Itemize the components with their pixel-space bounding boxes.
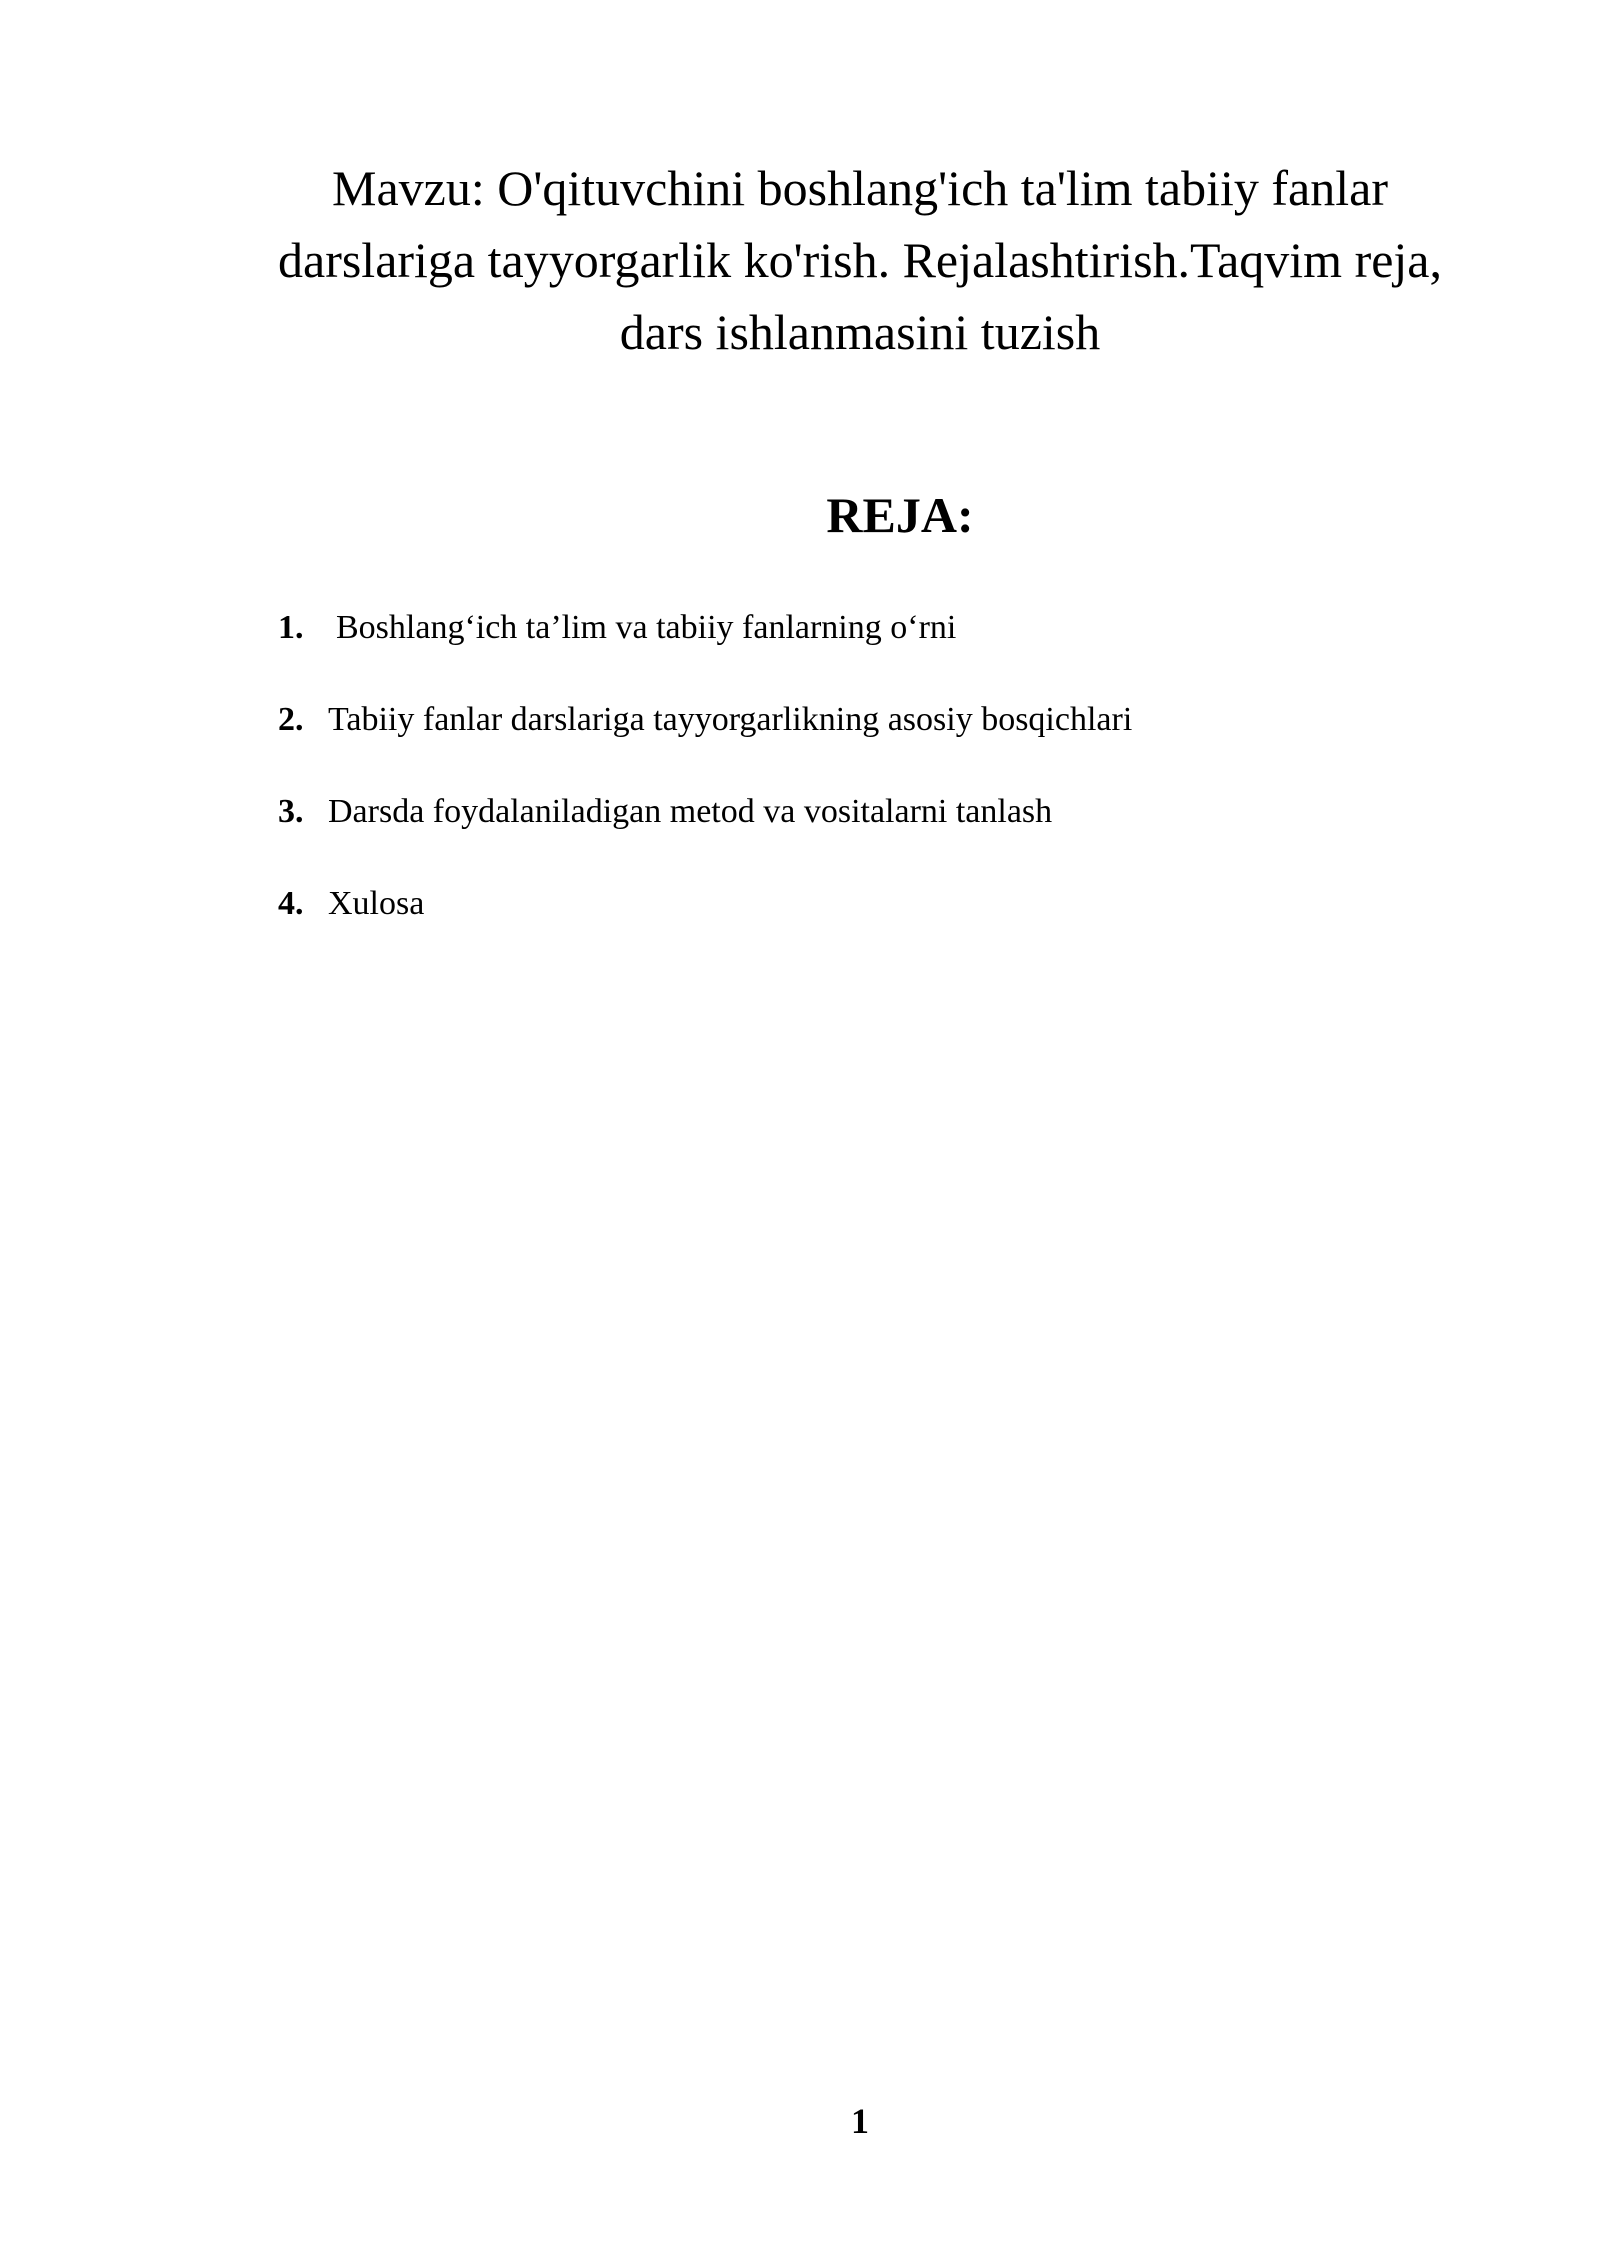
- plan-heading: REJA:: [826, 487, 974, 543]
- plan-item-text: Tabiiy fanlar darslariga tayyorgarlikning asosiy bosqichlari: [328, 701, 1133, 738]
- plan-item-number: 1.: [278, 609, 304, 646]
- plan-item-number: 3.: [278, 793, 304, 830]
- plan-item-text: Xulosa: [328, 885, 425, 922]
- plan-item-text: Darsda foydalaniladigan metod va vositalarni tanlash: [328, 793, 1053, 830]
- plan-item: [278, 695, 1132, 787]
- plan-item-text: Boshlang‘ich ta’lim va tabiiy fanlarning o‘rni: [336, 609, 957, 646]
- title-line: Mavzu: O'qituvchini boshlang'ich ta'lim tabiiy fanlar: [332, 160, 1388, 216]
- plan-item: [278, 879, 1132, 971]
- title-line: darslariga tayyorgarlik ko'rish. Rejalashtirish.Taqvim reja,: [278, 232, 1442, 288]
- plan-item: [278, 603, 1132, 695]
- page-number: 1: [851, 2101, 869, 2141]
- title-line: dars ishlanmasini tuzish: [619, 304, 1101, 360]
- plan-list: [278, 603, 1132, 971]
- plan-item-number: 4.: [278, 885, 304, 922]
- plan-item-number: 2.: [278, 701, 304, 738]
- plan-item: [278, 787, 1132, 879]
- document-title: [200, 152, 1520, 368]
